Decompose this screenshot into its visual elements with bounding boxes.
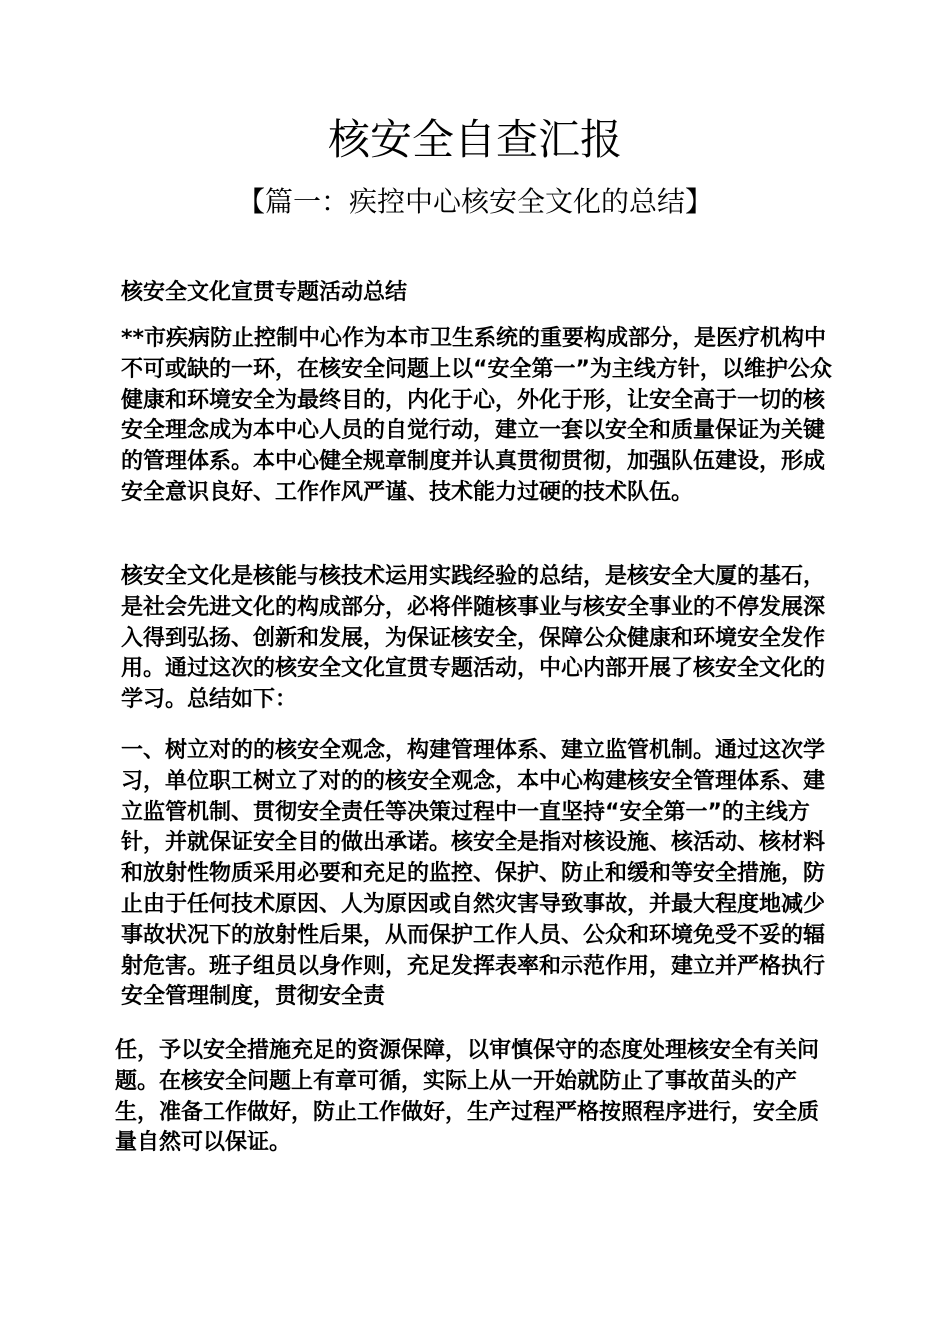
document-title: 核安全自查汇报 bbox=[327, 115, 622, 164]
section-heading: 核安全文化宣贯专题活动总结 bbox=[121, 280, 408, 305]
paragraph-3-continued: 任，予以安全措施充足的资源保障，以审慎保守的态度处理核安全有关问题。在核安全问题上有章可循，实际上从一开始就防止了事故苗头的产生，准备工作做好，防止工作做好，生产过程严格按照程序进行，安全质量自然可以保证。 bbox=[115, 1038, 820, 1156]
document-subtitle: 【篇一：疾控中心核安全文化的总结】 bbox=[236, 185, 713, 218]
paragraph-2: 核安全文化是核能与核技术运用实践经验的总结，是核安全大厦的基石，是社会先进文化的构成部分，必将伴随核事业与核安全事业的不停发展深入得到弘扬、创新和发展，为保证核安全，保障公众健康和环境安全发作用。通过这次的核安全文化宣贯专题活动，中心内部开展了核安全文化的学习。总结如下： bbox=[121, 564, 826, 713]
paragraph-3: 一、树立对的的核安全观念，构建管理体系、建立监管机制。通过这次学习，单位职工树立了对的的核安全观念，本中心构建核安全管理体系、建立监管机制、贯彻安全责任等决策过程中一直坚持“安全第一”的主线方针，并就保证安全目的做出承诺。核安全是指对核设施、核活动、核材料和放射性物质采用必要和充足的监控、保护、防止和缓和等安全措施，防止由于任何技术原因、人为原因或自然灾害导致事故，并最大程度地减少事故状况下的放射性后果，从而保护工作人员、公众和环境免受不妥的辐射危害。班子组员以身作则，充足发挥表率和示范作用，建立并严格执行安全管理制度，贯彻安全责 bbox=[121, 738, 826, 1010]
paragraph-1: **市疾病防止控制中心作为本市卫生系统的重要构成部分，是医疗机构中不可或缺的一环，在核安全问题上以“安全第一”为主线方针，以维护公众健康和环境安全为最终目的，内化于心，外化于形，让安全高于一切的核安全理念成为本中心人员的自觉行动，建立一套以安全和质量保证为关键的管理体系。本中心健全规章制度并认真贯彻贯彻，加强队伍建设，形成安全意识良好、工作作风严谨、技术能力过硬的技术队伍。 bbox=[121, 326, 832, 505]
